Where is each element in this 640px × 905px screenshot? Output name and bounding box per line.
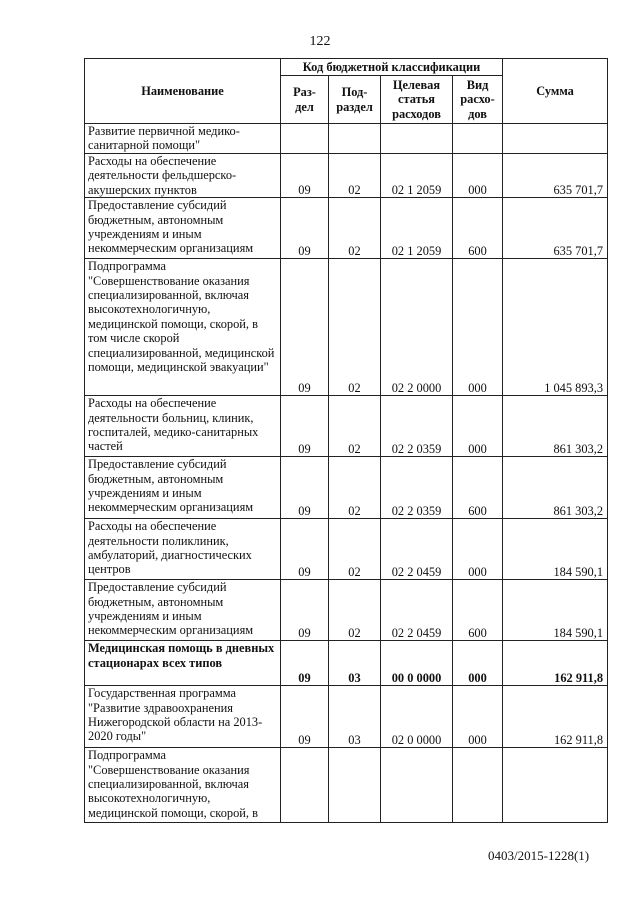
row-subsection <box>329 748 381 823</box>
row-name: Расходы на обеспечение деятельности больниц, клиник, госпиталей, медико-санитарных частей <box>85 396 281 457</box>
header-subsection: Под-раздел <box>329 76 381 124</box>
row-name: Медицинская помощь в дневных стационарах всех типов <box>85 641 281 686</box>
row-subsection: 02 <box>329 259 381 396</box>
row-target <box>381 124 453 154</box>
row-subsection: 02 <box>329 519 381 580</box>
budget-table <box>84 58 608 823</box>
row-amount: 1 045 893,3 <box>503 259 608 396</box>
row-expense-type: 600 <box>453 457 503 519</box>
table-row <box>85 580 608 641</box>
row-target: 02 2 0359 <box>381 396 453 457</box>
row-target: 02 2 0359 <box>381 457 453 519</box>
row-section: 09 <box>281 641 329 686</box>
header-code-group: Код бюджетной классификации <box>281 59 503 76</box>
row-target: 02 2 0459 <box>381 580 453 641</box>
document-code: 0403/2015-1228(1) <box>488 848 590 863</box>
row-section: 09 <box>281 519 329 580</box>
header-section: Раз-дел <box>281 76 329 124</box>
row-subsection: 03 <box>329 686 381 748</box>
row-section: 09 <box>281 686 329 748</box>
row-section: 09 <box>281 198 329 259</box>
table-row <box>85 198 608 259</box>
header-target: Целевая статья расходов <box>381 76 453 124</box>
row-subsection: 03 <box>329 641 381 686</box>
row-amount: 184 590,1 <box>503 580 608 641</box>
table-row <box>85 124 608 154</box>
row-amount: 162 911,8 <box>503 686 608 748</box>
row-expense-type: 000 <box>453 396 503 457</box>
row-section <box>281 124 329 154</box>
header-amount: Сумма <box>503 59 608 124</box>
row-name: Подпрограмма "Совершенствование оказания специализированной, включая высокотехнологичную, медицинской помощи, скорой, в <box>85 748 281 823</box>
table-row <box>85 686 608 748</box>
row-target: 02 2 0459 <box>381 519 453 580</box>
row-amount: 861 303,2 <box>503 396 608 457</box>
row-target: 02 0 0000 <box>381 686 453 748</box>
row-expense-type: 000 <box>453 686 503 748</box>
table-row <box>85 154 608 198</box>
row-name: Подпрограмма "Совершенствование оказания специализированной, включая высокотехнологичную, медицинской помощи, скорой, в том числе скорой специализированной, медицинской помощи, медицинской эвакуации" <box>85 259 281 396</box>
row-expense-type <box>453 748 503 823</box>
row-expense-type: 000 <box>453 259 503 396</box>
table-row <box>85 457 608 519</box>
row-name: Развитие первичной медико-санитарной помощи" <box>85 124 281 154</box>
header-expense-type: Вид расхо-дов <box>453 76 503 124</box>
row-amount: 635 701,7 <box>503 198 608 259</box>
row-section: 09 <box>281 396 329 457</box>
table-row <box>85 396 608 457</box>
row-section: 09 <box>281 580 329 641</box>
row-name: Предоставление субсидий бюджетным, автономным учреждениям и иным некоммерческим организациям <box>85 457 281 519</box>
row-expense-type: 600 <box>453 198 503 259</box>
row-expense-type: 600 <box>453 580 503 641</box>
row-name: Предоставление субсидий бюджетным, автономным учреждениям и иным некоммерческим организациям <box>85 198 281 259</box>
row-target: 00 0 0000 <box>381 641 453 686</box>
row-amount: 162 911,8 <box>503 641 608 686</box>
row-name: Расходы на обеспечение деятельности поликлиник, амбулаторий, диагностических центров <box>85 519 281 580</box>
row-amount: 635 701,7 <box>503 154 608 198</box>
row-subsection: 02 <box>329 457 381 519</box>
row-expense-type: 000 <box>453 641 503 686</box>
row-amount <box>503 124 608 154</box>
row-name: Расходы на обеспечение деятельности фельдшерско-акушерских пунктов <box>85 154 281 198</box>
row-expense-type <box>453 124 503 154</box>
row-section: 09 <box>281 457 329 519</box>
row-target: 02 1 2059 <box>381 154 453 198</box>
row-section: 09 <box>281 259 329 396</box>
header-name: Наименование <box>85 59 281 124</box>
row-subsection <box>329 124 381 154</box>
table-row <box>85 641 608 686</box>
row-section <box>281 748 329 823</box>
table-row <box>85 519 608 580</box>
row-amount: 861 303,2 <box>503 457 608 519</box>
row-target: 02 2 0000 <box>381 259 453 396</box>
row-target: 02 1 2059 <box>381 198 453 259</box>
row-amount: 184 590,1 <box>503 519 608 580</box>
table-row <box>85 748 608 823</box>
table-row <box>85 259 608 396</box>
row-subsection: 02 <box>329 396 381 457</box>
row-name: Государственная программа "Развитие здравоохранения Нижегородской области на 2013-2020 годы" <box>85 686 281 748</box>
row-section: 09 <box>281 154 329 198</box>
row-name: Предоставление субсидий бюджетным, автономным учреждениям и иным некоммерческим организациям <box>85 580 281 641</box>
row-expense-type: 000 <box>453 519 503 580</box>
page-number: 122 <box>309 34 331 49</box>
row-target <box>381 748 453 823</box>
row-subsection: 02 <box>329 198 381 259</box>
row-amount <box>503 748 608 823</box>
row-subsection: 02 <box>329 580 381 641</box>
row-subsection: 02 <box>329 154 381 198</box>
row-expense-type: 000 <box>453 154 503 198</box>
